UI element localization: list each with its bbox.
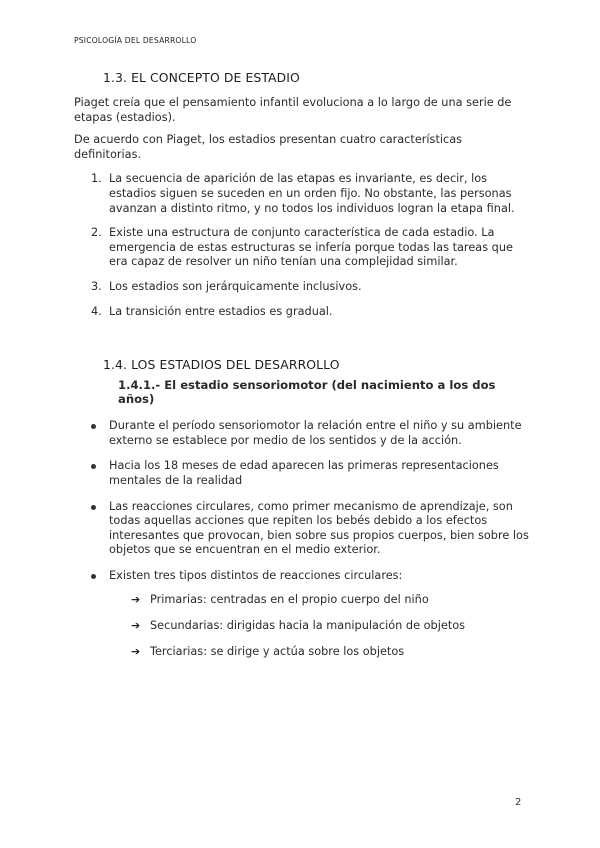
page-number: 2 xyxy=(515,797,522,808)
list-item xyxy=(74,305,530,320)
list-item-text: Existe una estructura de conjunto característica de cada estadio. La emergencia de estas estructuras se infería porque todas las tareas que era capaz de resolver un niño tenían una complejidad similar. xyxy=(109,226,513,269)
arrow-item-text: Primarias: centradas en el propio cuerpo del niño xyxy=(150,593,429,607)
bullet-item xyxy=(74,569,530,659)
arrow-right-icon: ➔ xyxy=(131,619,141,633)
section-heading-concepto-estadio: 1.3. EL CONCEPTO DE ESTADIO xyxy=(103,70,300,85)
bullet-icon xyxy=(91,574,96,579)
list-item-text: La transición entre estadios es gradual. xyxy=(109,304,333,318)
section-heading-estadios-desarrollo: 1.4. LOS ESTADIOS DEL DESARROLLO xyxy=(103,357,340,373)
arrow-item xyxy=(131,645,530,660)
subsection-heading-sensoriomotor: 1.4.1.- El estadio sensoriomotor (del nacimiento a los dos años) xyxy=(118,378,496,407)
sensoriomotor-bullet-list xyxy=(74,419,530,659)
list-item-text: La secuencia de aparición de las etapas es invariante, es decir, los estadios siguen se suceden en un orden fijo. No obstante, las personas avanzan a distinto ritmo, y no todos los individuos logran la etapa final. xyxy=(109,172,515,215)
list-number: 4. xyxy=(91,304,102,318)
list-item xyxy=(74,226,530,270)
bullet-icon xyxy=(91,505,96,510)
paragraph: Piaget creía que el pensamiento infantil evoluciona a lo largo de una serie de etapas (estadios). xyxy=(74,96,512,124)
bullet-item xyxy=(74,419,530,448)
bullet-icon xyxy=(91,464,96,469)
bullet-text: Las reacciones circulares, como primer mecanismo de aprendizaje, son todas aquellas acciones que repiten los bebés debido a los efectos interesantes que provocan, bien sobre sus propios cuerpos, bien sobre los objetos que se encuentran en el medio exterior. xyxy=(109,499,529,557)
list-number: 1. xyxy=(91,172,102,186)
arrow-item xyxy=(131,619,530,634)
arrow-item-text: Secundarias: dirigidas hacia la manipulación de objetos xyxy=(150,619,466,633)
bullet-icon xyxy=(91,424,96,429)
characteristics-list xyxy=(74,172,530,319)
running-header: PSICOLOGÍA DEL DESARROLLO xyxy=(74,36,197,45)
arrow-item xyxy=(131,593,530,608)
list-item xyxy=(74,280,530,295)
bullet-item xyxy=(74,459,530,488)
list-number: 2. xyxy=(91,226,102,240)
paragraph: De acuerdo con Piaget, los estadios presentan cuatro características definitorias. xyxy=(74,133,463,161)
list-number: 3. xyxy=(91,279,102,293)
page-content xyxy=(74,70,530,670)
bullet-item xyxy=(74,500,530,558)
bullet-text: Existen tres tipos distintos de reacciones circulares: xyxy=(109,568,403,582)
arrow-right-icon: ➔ xyxy=(131,644,141,658)
list-item xyxy=(74,172,530,216)
bullet-text: Durante el período sensoriomotor la relación entre el niño y su ambiente externo se establece por medio de los sentidos y de la acción. xyxy=(109,419,522,447)
list-item-text: Los estadios son jerárquicamente inclusivos. xyxy=(109,279,362,293)
bullet-text: Hacia los 18 meses de edad aparecen las primeras representaciones mentales de la realidad xyxy=(109,459,499,487)
arrow-item-text: Terciarias: se dirige y actúa sobre los objetos xyxy=(150,644,405,658)
circular-reactions-list xyxy=(109,593,530,659)
arrow-right-icon: ➔ xyxy=(131,593,141,607)
